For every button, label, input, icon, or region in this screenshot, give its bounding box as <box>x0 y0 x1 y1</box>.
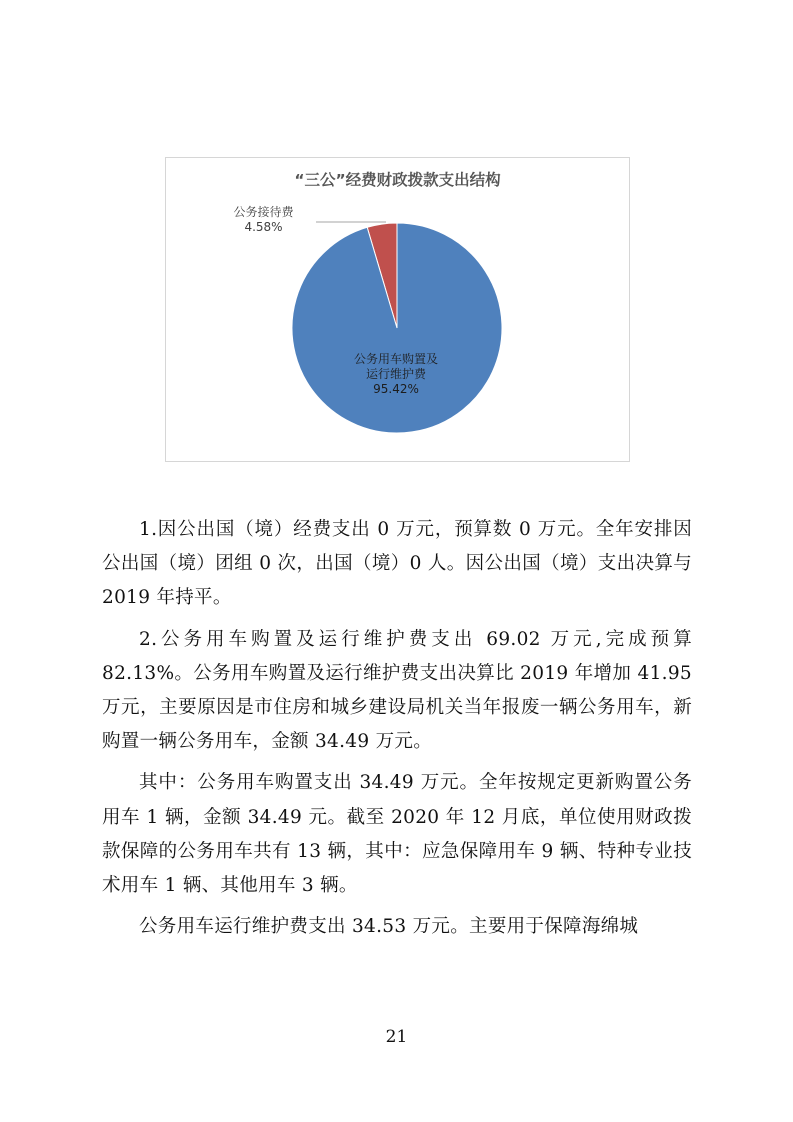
pie-slice-vehicle <box>292 223 502 433</box>
paragraph-1: 1.因公出国（境）经费支出 0 万元，预算数 0 万元。全年安排因公出国（境）团组 0 次，出国（境）0 人。因公出国（境）支出决算与 2019 年持平。 <box>102 519 692 609</box>
paragraph-2: 2.公务用车购置及运行维护费支出 69.02 万元,完成预算 82.13%。公务用车购置及运行维护费支出决算比 2019 年增加 41.95 万元，主要原因是市住房和城乡建设局机关当年报废一辆公务用车，新购置一辆公务用车，金额 34.49 万元。 <box>102 628 692 753</box>
chart-title: “三公”经费财政拨款支出结构 <box>294 171 501 189</box>
pie-svg <box>166 158 629 461</box>
body-text <box>102 513 692 951</box>
paragraph-3: 其中：公务用车购置支出 34.49 万元。全年按规定更新购置公务用车 1 辆，金额 34.49 元。截至 2020 年 12 月底，单位使用财政拨款保障的公务用车共有 13 辆，其中：应急保障用车 9 辆、特种专业技术用车 1 辆、其他用车 3 辆。 <box>102 772 692 897</box>
label-reception-value: 4.58% <box>244 220 283 234</box>
label-reception-name: 公务接待费 <box>233 205 294 219</box>
page-number: 21 <box>385 1027 408 1047</box>
label-vehicle-line2: 运行维护费 <box>365 367 426 381</box>
label-vehicle-line1: 公务用车购置及 <box>353 352 438 366</box>
label-vehicle <box>326 352 466 397</box>
label-reception <box>226 205 301 235</box>
pie-chart <box>165 157 630 462</box>
paragraph-4: 公务用车运行维护费支出 34.53 万元。主要用于保障海绵城 <box>139 916 639 938</box>
label-vehicle-value: 95.42% <box>373 382 419 396</box>
